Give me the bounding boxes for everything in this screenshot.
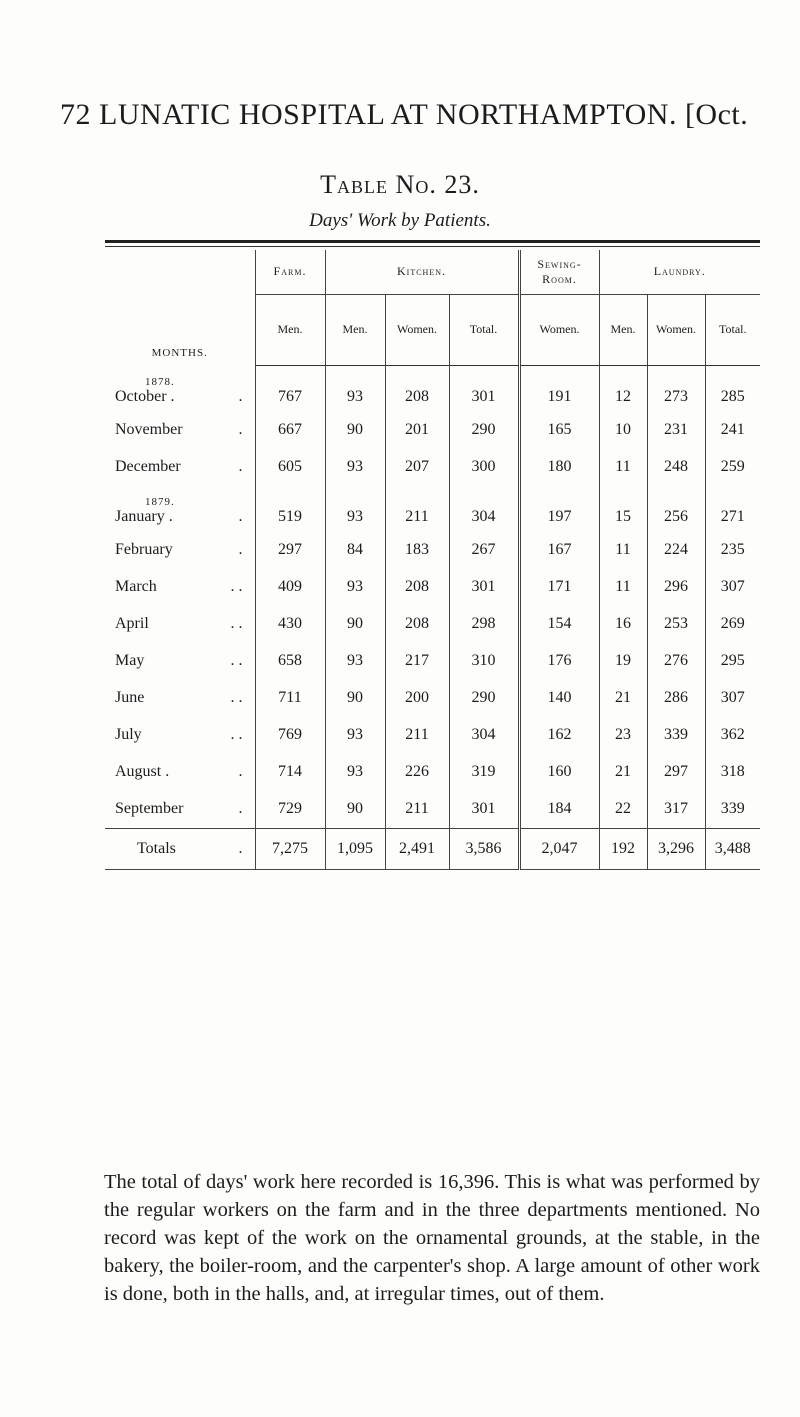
month-label: January . . (115, 507, 243, 525)
table-cell: 339 (647, 717, 705, 754)
table-cell: 307 (705, 569, 760, 606)
table-cell: 235 (705, 532, 760, 569)
table-cell: 307 (705, 680, 760, 717)
month-label: August . . (115, 763, 243, 780)
table-row (105, 532, 760, 569)
table-cell: 10 (599, 412, 647, 449)
table-row (105, 680, 760, 717)
table-cell: 767 (255, 388, 325, 412)
top-rule-thin (105, 246, 760, 247)
table-cell: 3,586 (449, 828, 519, 869)
table-cell: 241 (705, 412, 760, 449)
table-cell: 15 (599, 508, 647, 532)
table-cell: 140 (519, 680, 599, 717)
table-cell: 658 (255, 643, 325, 680)
table-cell: 267 (449, 532, 519, 569)
table-cell: 310 (449, 643, 519, 680)
table-cell: 171 (519, 569, 599, 606)
table-cell: 253 (647, 606, 705, 643)
month-label: February . (115, 541, 243, 558)
laundry-women-header: Women. (647, 294, 705, 365)
table-cell: 295 (705, 643, 760, 680)
table-cell: 667 (255, 412, 325, 449)
table-cell: 319 (449, 754, 519, 791)
table-cell: 226 (385, 754, 449, 791)
table-cell: 167 (519, 532, 599, 569)
table-cell: 21 (599, 754, 647, 791)
table-cell: 304 (449, 508, 519, 532)
table-cell: 290 (449, 680, 519, 717)
sewing-room-header: Sewing-Room. (519, 250, 599, 294)
month-label: October . . (115, 387, 243, 405)
table-cell: 430 (255, 606, 325, 643)
table-row (105, 717, 760, 754)
table-cell: 301 (449, 791, 519, 829)
month-label: April . . (115, 615, 243, 632)
table-cell: 90 (325, 412, 385, 449)
table-cell: 256 (647, 508, 705, 532)
table-cell: 200 (385, 680, 449, 717)
table-cell: 90 (325, 606, 385, 643)
table-cell: 2,491 (385, 828, 449, 869)
table-row (105, 388, 760, 412)
table-cell: 211 (385, 791, 449, 829)
table-cell: 160 (519, 754, 599, 791)
table-cell: 19 (599, 643, 647, 680)
table-cell: 605 (255, 449, 325, 486)
table-cell: 231 (647, 412, 705, 449)
table-row (105, 412, 760, 449)
table-cell: 11 (599, 532, 647, 569)
table-row (105, 754, 760, 791)
table-cell: 297 (255, 532, 325, 569)
table-cell: 409 (255, 569, 325, 606)
year-label: 1879. (145, 495, 175, 508)
laundry-men-header: Men. (599, 294, 647, 365)
table-cell: 3,296 (647, 828, 705, 869)
body-paragraph: The total of days' work here recorded is 16,396. This is what was performed by the regular workers on the farm and in the three departments mentioned. No record was kept of the work on the ornamental grounds, at the stable, in the bakery, the boiler-room, and the carpenter's shop. A large amount of other work is done, both in the halls, and, at irregular times, out of them. (104, 1170, 760, 1305)
table-cell: 208 (385, 388, 449, 412)
table-cell: 165 (519, 412, 599, 449)
totals-row (105, 828, 760, 869)
table-cell: 180 (519, 449, 599, 486)
table-cell: 211 (385, 717, 449, 754)
month-label: December . (115, 458, 243, 475)
table-cell: 154 (519, 606, 599, 643)
month-label: November . (115, 421, 243, 438)
kitchen-men-header: Men. (325, 294, 385, 365)
table-cell: 7,275 (255, 828, 325, 869)
table-cell: 362 (705, 717, 760, 754)
table-cell: 269 (705, 606, 760, 643)
farm-header: Farm. (255, 250, 325, 294)
table-cell: 304 (449, 717, 519, 754)
table-row (105, 791, 760, 829)
table-cell: 285 (705, 388, 760, 412)
table-cell: 224 (647, 532, 705, 569)
table-cell: 93 (325, 569, 385, 606)
table-cell: 90 (325, 791, 385, 829)
table-cell: 729 (255, 791, 325, 829)
kitchen-women-header: Women. (385, 294, 449, 365)
table-cell: 2,047 (519, 828, 599, 869)
table-cell: 93 (325, 388, 385, 412)
table-cell: 23 (599, 717, 647, 754)
table-cell: 1,095 (325, 828, 385, 869)
totals-label: Totals . (105, 828, 255, 869)
table-cell: 22 (599, 791, 647, 829)
top-rule (105, 240, 760, 243)
months-header: MONTHS. (151, 347, 208, 359)
month-label: June . . (115, 689, 243, 706)
table-cell: 211 (385, 508, 449, 532)
table-cell: 84 (325, 532, 385, 569)
table-row (105, 606, 760, 643)
running-head: 72 LUNATIC HOSPITAL AT NORTHAMPTON. [Oct. (60, 98, 749, 131)
sewing-women-header: Women. (519, 294, 599, 365)
table-cell: 286 (647, 680, 705, 717)
table-row (105, 643, 760, 680)
laundry-total-header: Total. (705, 294, 760, 365)
table-cell: 207 (385, 449, 449, 486)
month-label: March . . (115, 578, 243, 595)
table-cell: 301 (449, 388, 519, 412)
table-cell: 162 (519, 717, 599, 754)
table-cell: 300 (449, 449, 519, 486)
table-cell: 93 (325, 717, 385, 754)
table-cell: 339 (705, 791, 760, 829)
table-cell: 276 (647, 643, 705, 680)
table-cell: 208 (385, 569, 449, 606)
table-cell: 184 (519, 791, 599, 829)
table-row (105, 569, 760, 606)
table-cell: 297 (647, 754, 705, 791)
table-title: Table No. 23. (320, 170, 480, 199)
table-cell: 3,488 (705, 828, 760, 869)
month-label: May . . (115, 652, 243, 669)
table-cell: 711 (255, 680, 325, 717)
table-cell: 93 (325, 643, 385, 680)
table-cell: 769 (255, 717, 325, 754)
table-cell: 93 (325, 449, 385, 486)
table-cell: 12 (599, 388, 647, 412)
table-row (105, 508, 760, 532)
table-cell: 191 (519, 388, 599, 412)
table-cell: 296 (647, 569, 705, 606)
table-cell: 519 (255, 508, 325, 532)
table-cell: 192 (599, 828, 647, 869)
table-cell: 176 (519, 643, 599, 680)
table-cell: 197 (519, 508, 599, 532)
table-cell: 271 (705, 508, 760, 532)
table-cell: 290 (449, 412, 519, 449)
laundry-header: Laundry. (599, 250, 760, 294)
table-cell: 208 (385, 606, 449, 643)
kitchen-header: Kitchen. (325, 250, 519, 294)
month-label: September . (115, 800, 243, 817)
table-cell: 298 (449, 606, 519, 643)
farm-men-header: Men. (255, 294, 325, 365)
table-cell: 16 (599, 606, 647, 643)
table-cell: 21 (599, 680, 647, 717)
table-cell: 93 (325, 508, 385, 532)
table-cell: 714 (255, 754, 325, 791)
kitchen-total-header: Total. (449, 294, 519, 365)
days-work-table (105, 250, 760, 870)
table-cell: 201 (385, 412, 449, 449)
table-cell: 11 (599, 569, 647, 606)
table-cell: 248 (647, 449, 705, 486)
table-cell: 90 (325, 680, 385, 717)
table-cell: 318 (705, 754, 760, 791)
month-label: July . . (115, 726, 243, 743)
year-label: 1878. (145, 375, 175, 388)
table-cell: 259 (705, 449, 760, 486)
table-cell: 273 (647, 388, 705, 412)
table-cell: 317 (647, 791, 705, 829)
table-cell: 183 (385, 532, 449, 569)
table-cell: 217 (385, 643, 449, 680)
table-cell: 301 (449, 569, 519, 606)
table-subtitle: Days' Work by Patients. (309, 210, 491, 231)
table-cell: 93 (325, 754, 385, 791)
table-cell: 11 (599, 449, 647, 486)
table-row (105, 449, 760, 486)
